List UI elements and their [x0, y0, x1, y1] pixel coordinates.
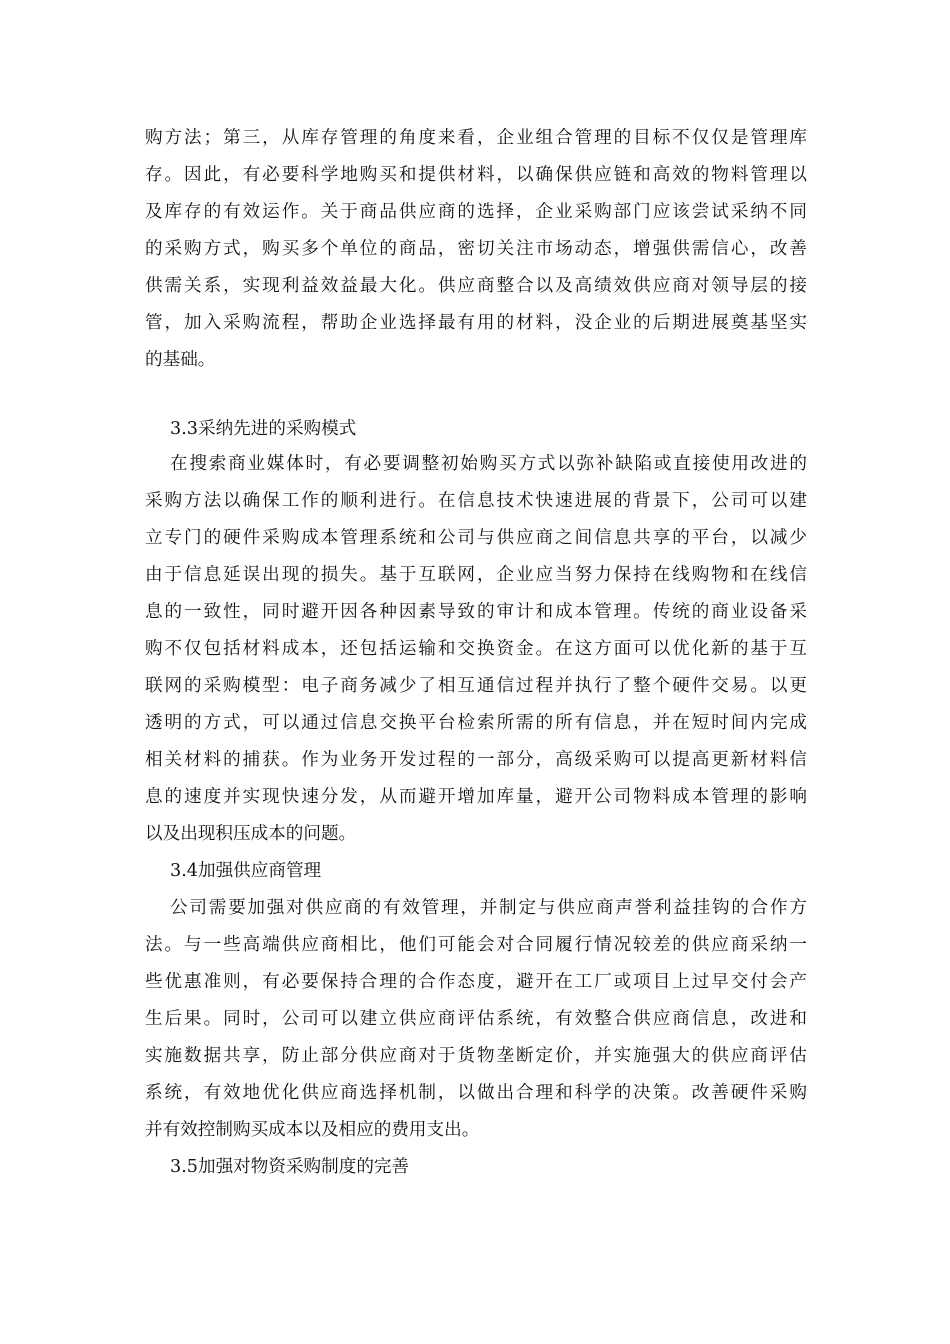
paragraph-line: 并有效控制购买成本以及相应的费用支出。	[145, 1120, 480, 1140]
paragraph-line: 相关材料的捕获。作为业务开发过程的一部分，高级采购可以提高更新材料信	[145, 750, 807, 770]
paragraph-line: 生后果。同时，公司可以建立供应商评估系统，有效整合供应商信息，改进和	[145, 1009, 807, 1029]
paragraph-line: 采购方法以确保工作的顺利进行。在信息技术快速进展的背景下，公司可以建	[145, 491, 807, 511]
paragraph-line: 联网的采购模型：电子商务减少了相互通信过程并执行了整个硬件交易。以更	[145, 676, 807, 696]
paragraph-line: 购不仅包括材料成本，还包括运输和交换资金。在这方面可以优化新的基于互	[145, 639, 807, 659]
paragraph-line: 透明的方式，可以通过信息交换平台检索所需的所有信息，并在短时间内完成	[145, 713, 807, 733]
paragraph-line: 供需关系，实现利益效益最大化。供应商整合以及高绩效供应商对领导层的接	[145, 276, 807, 296]
section-heading-3-4: 3.4加强供应商管理	[170, 861, 322, 881]
section-heading-3-5: 3.5加强对物资采购制度的完善	[170, 1157, 410, 1177]
paragraph-line: 在搜索商业媒体时，有必要调整初始购买方式以弥补缺陷或直接使用改进的	[170, 454, 807, 474]
paragraph-line: 购方法；第三，从库存管理的角度来看，企业组合管理的目标不仅仅是管理库	[145, 128, 807, 148]
paragraph-line: 息的一致性，同时避开因各种因素导致的审计和成本管理。传统的商业设备采	[145, 602, 807, 622]
paragraph-line: 存。因此，有必要科学地购买和提供材料，以确保供应链和高效的物料管理以	[145, 165, 807, 185]
paragraph-line: 由于信息延误出现的损失。基于互联网，企业应当努力保持在线购物和在线信	[145, 565, 807, 585]
paragraph-line: 些优惠准则，有必要保持合理的合作态度，避开在工厂或项目上过早交付会产	[145, 972, 807, 992]
paragraph-line: 息的速度并实现快速分发，从而避开增加库量，避开公司物料成本管理的影响	[145, 787, 807, 807]
paragraph-line: 系统，有效地优化供应商选择机制，以做出合理和科学的决策。改善硬件采购	[145, 1083, 807, 1103]
paragraph-line: 立专门的硬件采购成本管理系统和公司与供应商之间信息共享的平台，以减少	[145, 528, 807, 548]
paragraph-line: 法。与一些高端供应商相比，他们可能会对合同履行情况较差的供应商采纳一	[145, 935, 807, 955]
paragraph-line: 以及出现积压成本的问题。	[145, 824, 357, 844]
paragraph-line: 及库存的有效运作。关于商品供应商的选择，企业采购部门应该尝试采纳不同	[145, 202, 807, 222]
paragraph-line: 公司需要加强对供应商的有效管理，并制定与供应商声誉利益挂钩的合作方	[170, 898, 807, 918]
paragraph-line: 管，加入采购流程，帮助企业选择最有用的材料，没企业的后期进展奠基坚实	[145, 313, 807, 333]
paragraph-line: 的采购方式，购买多个单位的商品，密切关注市场动态，增强供需信心，改善	[145, 239, 807, 259]
paragraph-line: 的基础。	[145, 350, 216, 370]
section-heading-3-3: 3.3采纳先进的采购模式	[170, 419, 357, 439]
paragraph-line: 实施数据共享，防止部分供应商对于货物垄断定价，并实施强大的供应商评估	[145, 1046, 807, 1066]
